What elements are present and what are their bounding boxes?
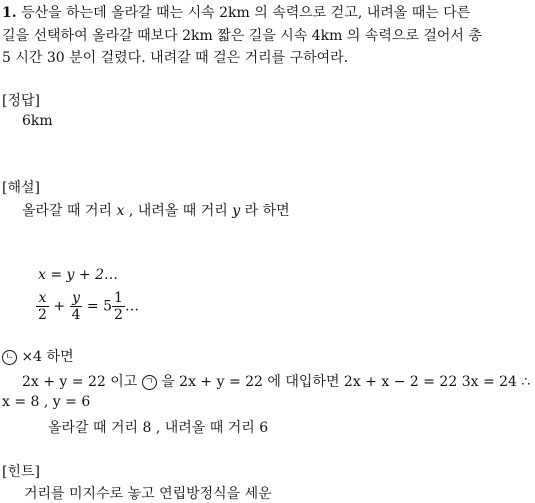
eq2-equals: = 5 [82,298,113,315]
problem-line-3: 5 시간 30 분이 걸렸다. 내려갈 때 걸은 거리를 구하여라. [2,50,349,66]
fraction-y-over-4: $\frac{y}{4}$ [71,290,81,323]
substitution-b: 을 2x + y = 22 에 대입하면 2x + x − 2 = 22 3x = 24 ∴ [156,374,531,390]
var-y: y [232,203,241,219]
solution-intro [22,200,290,220]
eq2-tail: … [124,298,139,315]
substitution-a: 2x + y = 22 이고 [22,374,142,390]
problem-line-1 [2,2,470,22]
answer-heading: [정답] [2,93,40,109]
hint-text: 거리를 미지수로 놓고 연립방정식을 세운 [24,486,272,502]
step-text: ×4 하면 [21,349,74,365]
problem-line-2: 길을 선택하여 올라갈 때보다 2km 짧은 길을 시속 4km 의 속력으로 걸어서 총 [2,28,482,44]
answer-value: 6km [22,113,53,129]
circled-giyeok-icon: ㄱ [142,375,157,390]
conclusion-line: 올라갈 때 거리 8 , 내려올 때 거리 6 [48,420,269,436]
step-line [2,346,74,366]
intro-text-a: 올라갈 때 거리 [22,203,117,219]
fraction-x-over-2: $\frac{x}{2}$ [38,290,47,323]
substitution-line [22,371,530,391]
intro-text-c: 라 하면 [240,203,290,219]
solution-heading: [해설] [2,180,40,196]
result-line: x = 8 , y = 6 [2,394,91,410]
intro-text-b: , 내려올 때 거리 [124,203,233,219]
fraction-1-over-2: $\frac{1}{2}$ [114,290,123,323]
equation-1: x = y + 2… [38,267,118,283]
hint-heading: [힌트] [2,464,40,480]
circled-nieun-icon: ㄴ [2,350,17,365]
eq2-plus: + [48,298,70,315]
equation-2 [36,290,139,323]
problem-text-1: 등산을 하는데 올라갈 때는 시속 2km 의 속력으로 걷고, 내려올 때는 다른 [21,5,471,21]
problem-number: 1. [2,5,17,21]
var-x: x [116,203,125,219]
